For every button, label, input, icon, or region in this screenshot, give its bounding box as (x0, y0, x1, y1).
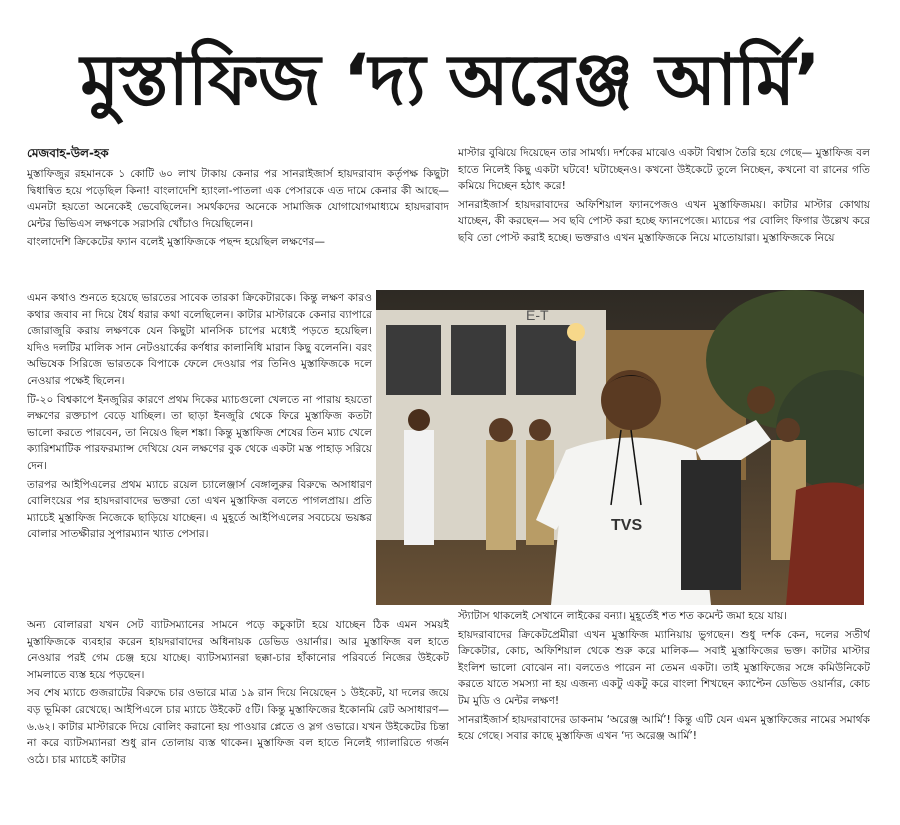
article-column-3 (27, 617, 449, 817)
article-column-4 (458, 608, 870, 818)
jersey-logo: TVS (611, 517, 643, 534)
article-column-1-wrap (27, 290, 372, 615)
paragraph: এমন কথাও শুনতে হয়েছে ভারতের সাবেক তারকা ক্রিকেটারকে। কিন্তু লক্ষণ কারও কথার জবাব না দিয়ে ধৈর্য ধরার কথা বলেছিলেন। কাটার মাস্টারকে কেনার ব্যাপারে জোরাজুরি করায় লক্ষণকে যেন কিছুটা মানসিক চাপের মধ্যেই পড়তে হয়েছিল। যদিও দলটির মালিক সান নেটওয়ার্কের কর্ণধার কালানিধি মারান কিছু বলেননি। বরং অভিষেক সিরিজে ভারতকে বিপাকে ফেলে দেওয়ার পর তিনিও মুস্তাফিজকে দলে নেওয়ার পক্ষেই ছিলেন। (27, 292, 372, 387)
bus-lettering: E-T (526, 307, 549, 323)
paragraph: অন্য বোলাররা যখন সেট ব্যাটসম্যানের সামনে পড়ে কচুকাটা হয়ে যাচ্ছেন ঠিক এমন সময়ই মুস্তাফিজকে ব্যবহার করেন হায়দরাবাদের অধিনায়ক ডেভিড ওয়ার্নার। আর মুস্তাফিজ বল হাতে নেওয়ার পরই গেম চেঞ্জ হয়ে যাচ্ছে। ব্যাটসম্যানরা ছক্কা-চার হাঁকানোর পরিবর্তে নিজের উইকেট সামলাতে ব্যস্ত হয়ে পড়ছেন। (27, 619, 449, 681)
news-photo (376, 290, 864, 605)
paragraph: হায়দরাবাদের ক্রিকেটপ্রেমীরা এখন মুস্তাফিজ ম্যানিয়ায় ভুগছেন। শুধু দর্শক কেন, দলের সতীর্থ ক্রিকেটার, কোচ, অফিশিয়াল থেকে শুরু করে মালিক— সবাই মুস্তাফিজের ভক্ত। কাটার মাস্টার ইংলিশ ভালো বোঝেন না। বলতেও পারেন না তেমন একটা। তাই মুস্তাফিজের সঙ্গে কমিউনিকেট করতে যাতে সমস্যা না হয় এজন্য একটু একটু করে বাংলা শিখছেন ক্যাপ্টেন ডেভিড ওয়ার্নার, কোচ টম মুডি ও মেন্টর লক্ষণ! (458, 628, 870, 707)
article-column-1-top (27, 166, 449, 290)
paragraph: মুস্তাফিজুর রহমানকে ১ কোটি ৬০ লাখ টাকায় কেনার পর সানরাইজার্স হায়দরাবাদ কর্তৃপক্ষ কিছুটা দ্বিধান্বিত হয়ে পড়েছিল কিনা! বাংলাদেশি হ্যাংলা-পাতলা এক পেসারকে এত দামে কেনার কী আছে— এমনটা হয়তো অনেকেই ভেবেছিলেন। সমর্থকদের অনেকে সামাজিক যোগাযোগমাধ্যমে হায়দরাবাদ মেন্টর ভিভিএস লক্ষণকে সরাসরি খোঁচাও দিয়েছিলেন। (27, 168, 449, 230)
paragraph: মাস্টার বুঝিয়ে দিয়েছেন তার সামর্থ্য। দর্শকের মাঝেও একটা বিশ্বাস তৈরি হয়ে গেছে— মুস্তাফিজ বল হাতে নিলেই কিছু একটা ঘটবে! ঘটাচ্ছেনও। কখনো উইকেটে তুলে নিচ্ছেন, কখনো বা রানের গতি কমিয়ে দিচ্ছেন হঠাৎ করে! (458, 147, 870, 193)
headline: মুস্তাফিজ ‘দ্য অরেঞ্জ আর্মি’ (80, 39, 820, 121)
paragraph: স্ট্যাটাস থাকলেই সেখানে লাইকের বন্যা। মুহূর্তেই শত শত কমেন্ট জমা হয়ে যায়। (458, 610, 787, 622)
article-column-2-top (458, 145, 870, 288)
paragraph: সানরাইজার্স হায়দরাবাদের অফিশিয়াল ফ্যানপেজও এখন মুস্তাফিজময়। কাটার মাস্টার কোথায় যাচ্ছেন, কী করছেন— সব ছবি পোস্ট করা হচ্ছে ফ্যানপেজে। ম্যাচের পর বোলিং ফিগার উল্লেখ করে ছবি তো পোস্ট করাই হচ্ছে। ভক্তরাও এখন মুস্তাফিজকে নিয়ে মাতোয়ারা। মুস্তাফিজকে নিয়ে (458, 198, 870, 244)
paragraph: সব শেষ ম্যাচে গুজরাটের বিরুদ্ধে চার ওভারে মাত্র ১৯ রান দিয়ে নিয়েছেন ১ উইকেট, যা দলের জয়ে বড় ভূমিকা রেখেছে। আইপিএলে চার ম্যাচে উইকেট ৫টি। কিন্তু মুস্তাফিজের ইকোনমি রেট অসাধারণ— ৬.৬২। কাটার মাস্টারকে দিয়ে বোলিং করানো হয় পাওয়ার প্লেতে ও স্লগ ওভারে। যখন উইকেটের চিন্তা না করে ব্যাটসম্যানরা শুধু রান তোলায় ব্যস্ত থাকেন। মুস্তাফিজ বল হাতে নিলেই গ্যালারিতে গর্জন ওঠে। চার ম্যাচেই কাটার (27, 687, 449, 766)
paragraph: তারপর আইপিএলের প্রথম ম্যাচে রয়েল চ্যালেঞ্জার্স বেঙ্গালুরুর বিরুদ্ধে অসাধারণ বোলিংয়ের পর হায়দরাবাদের ভক্তরা তো এখন মুস্তাফিজ বলতে পাগলপ্রায়। প্রতি ম্যাচেই মুস্তাফিজ নিজেকে ছাড়িয়ে যাচ্ছেন। এ মুহূর্তে আইপিএলের সবচেয়ে ভয়ঙ্কর বোলার সাতক্ষীরার সুপারম্যান খ্যাত পেসার। (27, 478, 372, 541)
paragraph: বাংলাদেশি ক্রিকেটের ফ্যান বলেই মুস্তাফিজকে পছন্দ হয়েছিল লক্ষণের— (27, 236, 325, 249)
paragraph: সানরাইজার্স হায়দরাবাদের ডাকনাম ‘অরেঞ্জ আর্মি’! কিন্তু এটি যেন এমন মুস্তাফিজের নামের সমার্থক হয়ে গেছে। সবার কাছে মুস্তাফিজ এখন ‘দ্য অরেঞ্জ আর্মি’! (458, 713, 870, 743)
paragraph: টি-২০ বিশ্বকাপে ইনজুরির কারণে প্রথম দিকের ম্যাচগুলো খেলতে না পারায় হয়তো লক্ষণের রক্তচাপ বেড়ে যাচ্ছিল। তা ছাড়া ইনজুরি থেকে ফিরে মুস্তাফিজ কতটা ভালো করতে পারবেন, তা নিয়েও ছিল শঙ্কা। কিন্তু মুস্তাফিজ শেষের তিন ম্যাচ খেলে ক্যারিশমাটিক পারফরম্যান্স দেখিয়ে যেন লক্ষণের বুক থেকে একটা মস্ত পাহাড় সরিয়ে দেন। (27, 393, 372, 472)
byline: মেজবাহ-উল-হক (27, 146, 109, 160)
